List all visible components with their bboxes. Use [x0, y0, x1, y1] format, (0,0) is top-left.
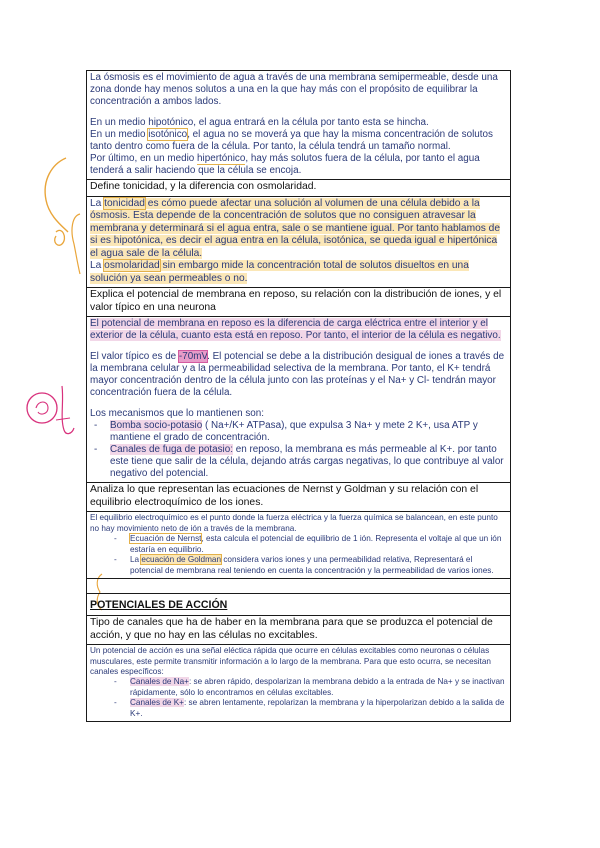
list-item: [130, 698, 507, 719]
text: En un medio: [90, 117, 149, 128]
answer-cell: [87, 196, 511, 288]
text: , el agua entrará en la célula por tanto esta se hincha.: [193, 117, 429, 128]
notes-table: [86, 70, 511, 722]
answer-cell: [87, 71, 511, 180]
tonicidad-paragraph: [90, 198, 507, 261]
equilibrio-paragraph: [90, 513, 507, 534]
valor-tipico-paragraph: [90, 351, 507, 399]
term-isotonico: isotónico: [148, 129, 188, 140]
text: , el agua no se moverá ya que hay la misma concentración de solutos tanto dentro como fuera de la célula. Por tanto, la célula tendrá un tamaño normal.: [90, 129, 493, 152]
list-item: [130, 555, 507, 576]
pink-ink-doodle: [18, 378, 88, 448]
term-osmolaridad: osmolaridad: [104, 260, 160, 272]
text: La: [90, 197, 105, 209]
notes-page: [86, 70, 511, 722]
text: El valor típico es de: [90, 351, 179, 363]
list-item: [130, 677, 507, 698]
answer-row-canales: [87, 645, 511, 722]
answer-row-nernst: [87, 512, 511, 578]
osmosis-definition: La ósmosis es el movimiento de agua a través de una membrana semipermeable, desde una zona donde hay menos solutos a una en la que hay más con el propósito de equilibrar la concentración a ambos lados.: [90, 72, 498, 107]
text: El equilibrio electroquímico es el punto donde la fuerza eléctrica y la fuerza química se balancean, en este punto no hay movimiento neto de ión a través de la membrana.: [90, 513, 498, 533]
empty-row: [87, 578, 511, 593]
text: La: [90, 260, 105, 272]
text: , hay más solutos fuera de la célula, por tanto el agua tenderá a salir haciendo que la célula se encoja.: [90, 153, 480, 176]
mecanismos-list: [90, 420, 507, 480]
mecanismos-intro: Los mecanismos que lo mantienen son:: [90, 408, 265, 420]
term-goldman: ecuación de Goldman: [141, 555, 222, 565]
term-canales-fuga: Canales de fuga de potasio:: [110, 444, 233, 456]
empty-cell: [87, 578, 511, 593]
list-item: [110, 444, 507, 480]
list-item: [110, 420, 507, 444]
hipotonico-paragraph: [90, 117, 507, 129]
term-bomba: Bomba socio-potasio: [110, 420, 203, 432]
text: : se abren rápido, despolarizan la membrana debido a la entrada de Na+ y se inactivan rápidamente, sólo lo encontramos en células excitables.: [130, 677, 505, 697]
question-row-nernst: [87, 483, 511, 512]
hipertonico-paragraph: [90, 153, 507, 177]
term-canales-k: Canales de K+: [130, 698, 184, 708]
term-canales-na: Canales de Na+: [130, 677, 189, 687]
term-tonicidad: tonicidad: [104, 197, 145, 209]
question-row-canales: [87, 615, 511, 644]
text: El potencial de membrana en reposo es la diferencia de carga eléctrica entre el interior y el exterior de la célula, cuanto esta está en reposo. Por tanto, el interior de la célula es negativo.: [90, 318, 501, 342]
question-cell: Define tonicidad, y la diferencia con osmolaridad.: [87, 180, 511, 197]
answer-cell: [87, 317, 511, 483]
section-title: [87, 593, 511, 615]
value-70mv: -70mV: [178, 351, 208, 363]
text: ( Na+/K+ ATPasa), que expulsa 3 Na+ y mete 2 K+, usa ATP y mantiene el grado de concentración.: [110, 420, 478, 444]
answer-row-tonicidad: [87, 196, 511, 288]
text: sin embargo mide la concentración total de solutos disueltos en una solución ya sean permeables o no.: [90, 260, 469, 284]
text: La: [130, 555, 142, 565]
question-row-tonicidad: [87, 180, 511, 197]
term-hipertonico: hipertónico: [197, 153, 246, 164]
text: en reposo, la membrana es más permeable al K+. por tanto este tiene que salir de la célula, dejando atrás cargas negativas, lo que contribuye al valor negativo del potencial.: [110, 444, 504, 480]
text: . El potencial se debe a la distribución desigual de iones a través de la membrana celular y a la permeabilidad selectiva de la membrana. Por tanto, el K+ tendrá mayor concentración dentro de la célula junto con las proteínas y el Na+ y Cl- tendrán mayor concentración fuera de la célula.: [90, 351, 505, 399]
answer-row-potencial: [87, 317, 511, 483]
term-hipotonico: hipotónico: [148, 117, 194, 128]
text: es cómo puede afectar una solución al volumen de una célula debido a la ósmosis. Esta depende de la concentración de solutos que no consiguen atravesar la membrana y determinará si el agua entra, sale o se mantiene igual. Por tanto hablamos de si es hipotónica, es decir el agua entra en la célula, isotónica, se queda igual e hipertónica el agua sale de la célula.: [90, 197, 500, 259]
ecuaciones-list: [90, 534, 507, 576]
text: : se abren lentamente, repolarizan la membrana y la hiperpolarizan debido a la salida de K+.: [130, 698, 505, 718]
potencial-accion-paragraph: [90, 646, 507, 677]
term-nernst: Ecuación de Nernst: [130, 534, 202, 544]
isotonico-paragraph: [90, 129, 507, 153]
orange-bracket-mark: [62, 210, 86, 280]
text: En un medio: [90, 129, 149, 140]
canales-list: [90, 677, 507, 719]
question-row-potencial: [87, 288, 511, 317]
osmolaridad-paragraph: [90, 260, 507, 285]
answer-cell: [87, 645, 511, 722]
text: , esta calcula el potencial de equilibrio de 1 ión. Representa el voltaje al que un ión estaría en equilibrio.: [130, 534, 502, 554]
list-item: [130, 534, 507, 555]
question-cell: Tipo de canales que ha de haber en la membrana para que se produzca el potencial de acción, y que no hay en las células no excitables.: [87, 615, 511, 644]
text: Un potencial de acción es una señal eléctica rápida que ocurre en células excitables como neuronas o células musculares, este permite transmitir información a lo largo de la membrana. Para que esto ocurra, se necesitan canales específicos:: [90, 646, 491, 676]
answer-row-osmosis: [87, 71, 511, 180]
text: considera varios iones y una permeabilidad relativa, Representará el potencial de membrana real teniendo en cuenta la concentración y la permeabilidad de varios iones.: [130, 555, 494, 575]
question-cell: Explica el potencial de membrana en reposo, su relación con la distribución de iones, y el valor típico en una neurona: [87, 288, 511, 317]
question-cell: Analiza lo que representan las ecuaciones de Nernst y Goldman y su relación con el equilibrio electroquímico de los iones.: [87, 483, 511, 512]
text: Por último, en un medio: [90, 153, 198, 164]
section-title-row: [87, 593, 511, 615]
section-title-text: POTENCIALES DE ACCIÓN: [90, 598, 228, 611]
answer-cell: [87, 512, 511, 578]
potencial-definition: [90, 318, 507, 342]
